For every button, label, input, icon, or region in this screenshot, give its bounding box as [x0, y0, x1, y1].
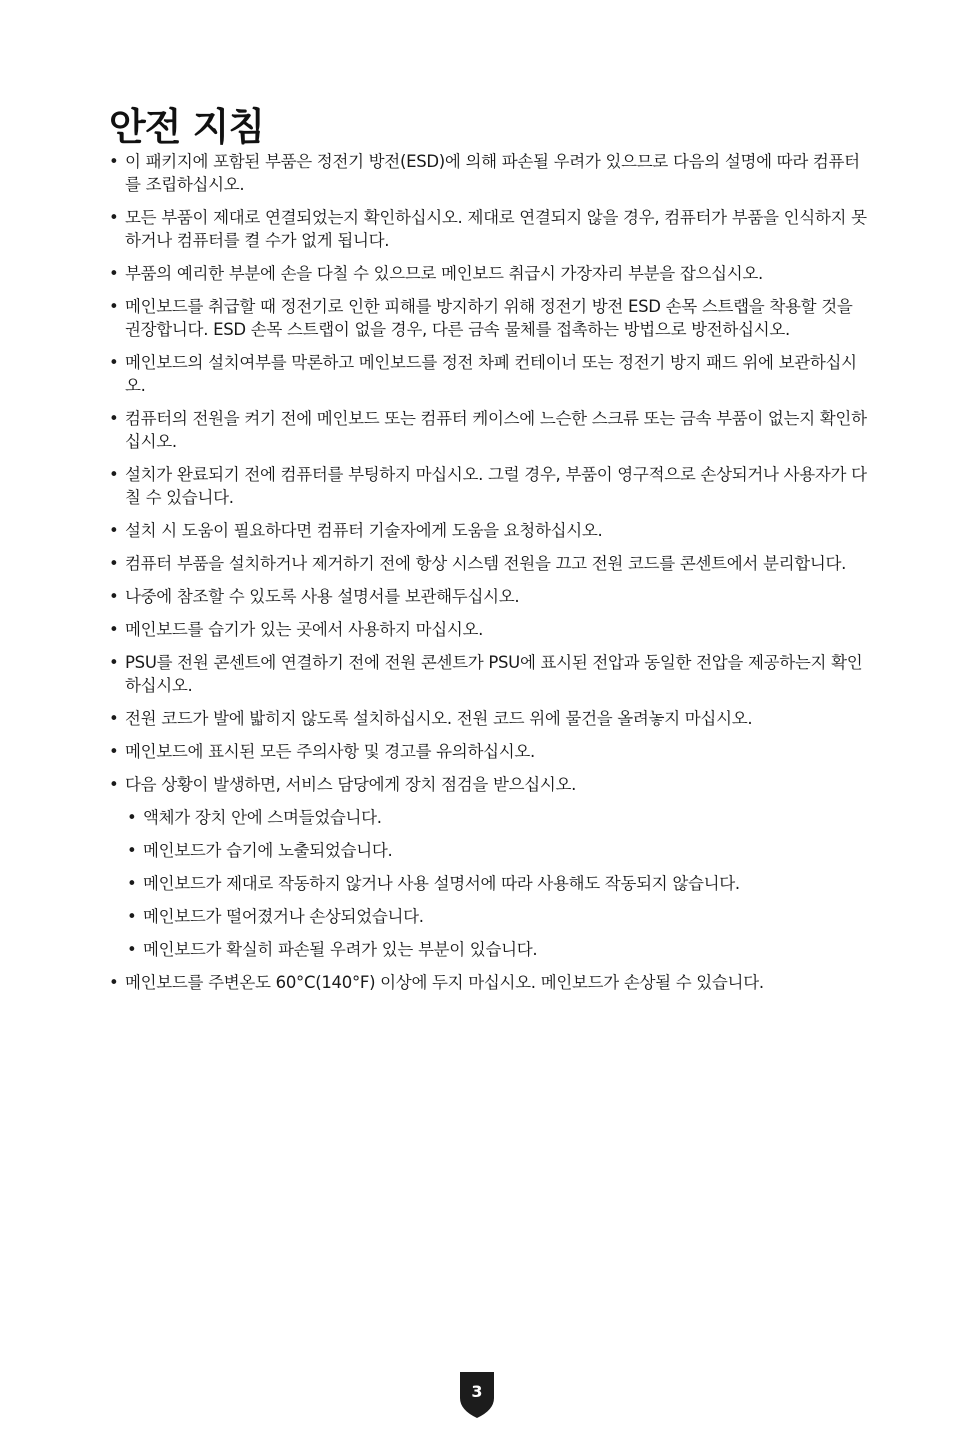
list-item: • 이 패키지에 포함된 부품은 정전기 방전(ESD)에 의해 파손될 우려가 있으므로 다음의 설명에 따라 컴퓨터를 조립하십시오. — [109, 150, 869, 196]
sub-list-item: • 메인보드가 제대로 작동하지 않거나 사용 설명서에 따라 사용해도 작동되지 않습니다. — [127, 872, 869, 895]
page-number-badge — [458, 1372, 496, 1418]
list-item: • 메인보드를 습기가 있는 곳에서 사용하지 마십시오. — [109, 618, 869, 641]
safety-instructions-list — [109, 150, 869, 1004]
list-item: • 컴퓨터 부품을 설치하거나 제거하기 전에 항상 시스템 전원을 끄고 전원 코드를 콘센트에서 분리합니다. — [109, 552, 869, 575]
list-item: • 설치 시 도움이 필요하다면 컴퓨터 기술자에게 도움을 요청하십시오. — [109, 519, 869, 542]
list-item: • 부품의 예리한 부분에 손을 다칠 수 있으므로 메인보드 취급시 가장자리 부분을 잡으십시오. — [109, 262, 869, 285]
sub-list-item: • 메인보드가 습기에 노출되었습니다. — [127, 839, 869, 862]
list-item: • PSU를 전원 콘센트에 연결하기 전에 전원 콘센트가 PSU에 표시된 전압과 동일한 전압을 제공하는지 확인하십시오. — [109, 651, 869, 697]
list-item: • 메인보드를 취급할 때 정전기로 인한 피해를 방지하기 위해 정전기 방전 ESD 손목 스트랩을 착용할 것을 권장합니다. ESD 손목 스트랩이 없을 경우, 다른 금속 물체를 접촉하는 방법으로 방전하십시오. — [109, 295, 869, 341]
list-item: • 모든 부품이 제대로 연결되었는지 확인하십시오. 제대로 연결되지 않을 경우, 컴퓨터가 부품을 인식하지 못하거나 컴퓨터를 켤 수가 없게 됩니다. — [109, 206, 869, 252]
sub-list-item: • 메인보드가 확실히 파손될 우려가 있는 부분이 있습니다. — [127, 938, 869, 961]
page-title: 안전 지침 — [109, 105, 265, 149]
list-item: • 설치가 완료되기 전에 컴퓨터를 부팅하지 마십시오. 그럴 경우, 부품이 영구적으로 손상되거나 사용자가 다칠 수 있습니다. — [109, 463, 869, 509]
list-item: • 다음 상황이 발생하면, 서비스 담당에게 장치 점검을 받으십시오. — [109, 773, 869, 796]
list-item: • 메인보드를 주변온도 60°C(140°F) 이상에 두지 마십시오. 메인보드가 손상될 수 있습니다. — [109, 971, 869, 994]
sub-list-item: • 메인보드가 떨어졌거나 손상되었습니다. — [127, 905, 869, 928]
list-item: • 나중에 참조할 수 있도록 사용 설명서를 보관해두십시오. — [109, 585, 869, 608]
page-number: 3 — [471, 1382, 483, 1401]
list-item: • 메인보드에 표시된 모든 주의사항 및 경고를 유의하십시오. — [109, 740, 869, 763]
list-item: • 컴퓨터의 전원을 켜기 전에 메인보드 또는 컴퓨터 케이스에 느슨한 스크류 또는 금속 부품이 없는지 확인하십시오. — [109, 407, 869, 453]
sub-list-item: • 액체가 장치 안에 스며들었습니다. — [127, 806, 869, 829]
list-item: • 메인보드의 설치여부를 막론하고 메인보드를 정전 차폐 컨테이너 또는 정전기 방지 패드 위에 보관하십시오. — [109, 351, 869, 397]
list-item: • 전원 코드가 발에 밟히지 않도록 설치하십시오. 전원 코드 위에 물건을 올려놓지 마십시오. — [109, 707, 869, 730]
